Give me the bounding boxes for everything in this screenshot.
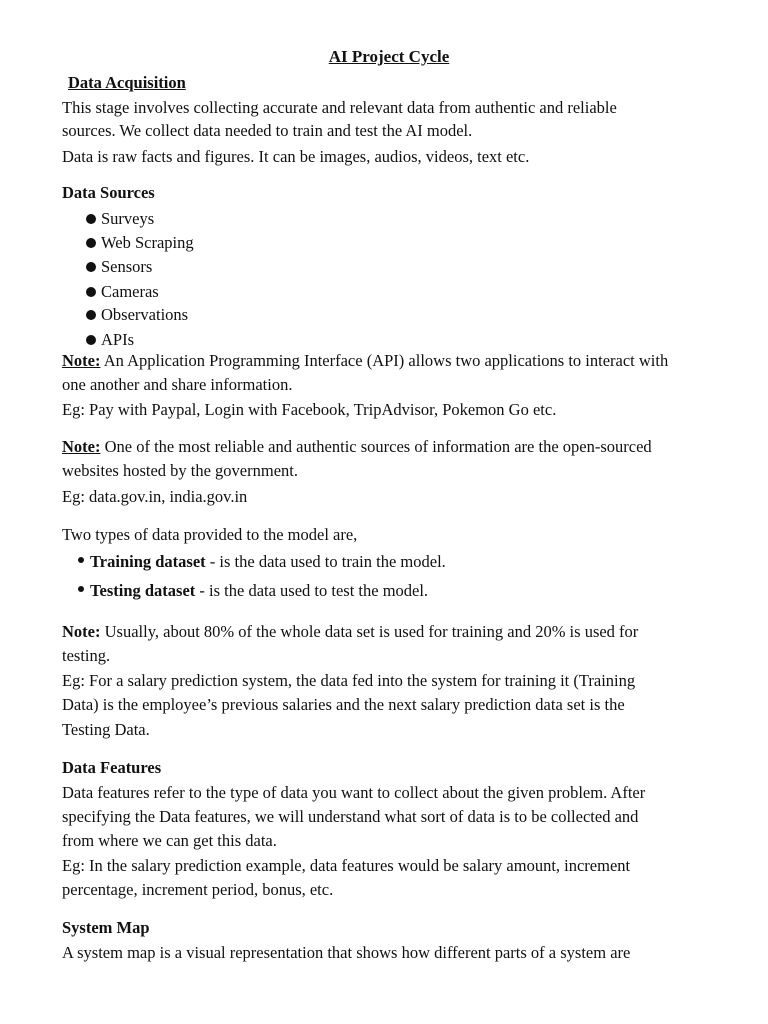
list-item-label: Observations — [101, 305, 189, 324]
paragraph-line: Data) is the employee’s previous salaries and the next salary prediction data set is the — [62, 695, 625, 714]
list-item — [78, 581, 428, 601]
paragraph-line: This stage involves collecting accurate and relevant data from authentic and reliable — [62, 98, 617, 117]
note-line — [62, 437, 652, 457]
bullet-icon — [86, 310, 96, 320]
paragraph-line: Eg: Pay with Paypal, Login with Facebook, TripAdvisor, Pokemon Go etc. — [62, 400, 557, 419]
list-item — [86, 233, 194, 253]
paragraph-line: Eg: In the salary prediction example, data features would be salary amount, increment — [62, 856, 631, 875]
bullet-icon — [86, 335, 96, 345]
note-label: Note: — [62, 437, 101, 456]
note-line — [62, 622, 638, 642]
paragraph-line: testing. — [62, 646, 111, 665]
list-item — [86, 305, 188, 325]
paragraph-line: Two types of data provided to the model are, — [62, 525, 358, 544]
paragraph-line: one another and share information. — [62, 375, 293, 394]
note-line — [62, 351, 668, 371]
list-item-label: Sensors — [101, 257, 153, 276]
paragraph-line: Testing Data. — [62, 720, 150, 739]
list-item — [86, 282, 159, 302]
bullet-icon — [78, 586, 84, 592]
list-item — [78, 552, 446, 572]
list-item-label: APIs — [101, 330, 135, 349]
paragraph-line: percentage, increment period, bonus, etc. — [62, 880, 334, 899]
list-item — [86, 330, 134, 350]
list-item-label: Cameras — [101, 282, 159, 301]
note-label: Note: — [62, 351, 101, 370]
paragraph-line: Eg: For a salary prediction system, the data fed into the system for training it (Training — [62, 671, 636, 690]
list-item — [86, 209, 154, 229]
paragraph-line: Eg: data.gov.in, india.gov.in — [62, 487, 248, 506]
note-text: One of the most reliable and authentic sources of information are the open-sourced — [100, 437, 652, 456]
list-item-label: Web Scraping — [101, 233, 194, 252]
list-item — [86, 257, 152, 277]
heading-data-features: Data Features — [62, 758, 162, 777]
note-label: Note: — [62, 622, 101, 641]
list-item-desc: - is the data used to test the model. — [195, 581, 429, 600]
page-title: AI Project Cycle — [328, 47, 450, 66]
paragraph-line: from where we can get this data. — [62, 831, 277, 850]
list-item-desc: - is the data used to train the model. — [205, 552, 446, 571]
list-item-label: Surveys — [101, 209, 155, 228]
paragraph-line: Data features refer to the type of data you want to collect about the given problem. After — [62, 783, 646, 802]
note-text: An Application Programming Interface (API) allows two applications to interact with — [100, 351, 669, 370]
heading-system-map: System Map — [62, 918, 150, 937]
bullet-icon — [78, 557, 84, 563]
list-item-term: Training dataset — [90, 552, 206, 571]
bullet-icon — [86, 262, 96, 272]
bullet-icon — [86, 214, 96, 224]
paragraph-line: Data is raw facts and figures. It can be images, audios, videos, text etc. — [62, 147, 530, 166]
paragraph-line: sources. We collect data needed to train and test the AI model. — [62, 121, 473, 140]
note-text: Usually, about 80% of the whole data set is used for training and 20% is used for — [100, 622, 639, 641]
list-item-term: Testing dataset — [90, 581, 196, 600]
heading-data-acquisition: Data Acquisition — [68, 73, 186, 92]
paragraph-line: A system map is a visual representation that shows how different parts of a system are — [62, 943, 631, 962]
paragraph-line: specifying the Data features, we will understand what sort of data is to be collected and — [62, 807, 639, 826]
heading-data-sources: Data Sources — [62, 183, 155, 202]
bullet-icon — [86, 287, 96, 297]
bullet-icon — [86, 238, 96, 248]
paragraph-line: websites hosted by the government. — [62, 461, 298, 480]
